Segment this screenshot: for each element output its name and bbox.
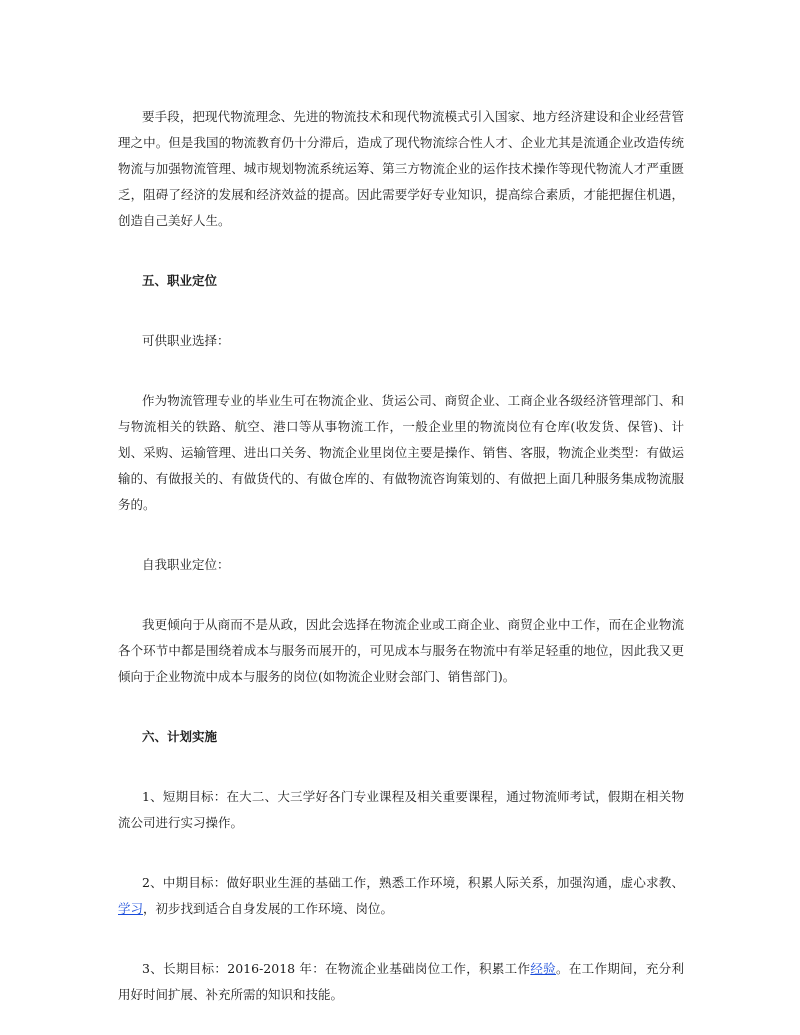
mid-term-text-start: 2、中期目标：做好职业生涯的基础工作，熟悉工作环境，积累人际关系，加强沟通，虚心求教、 [142,875,684,890]
label-career-options: 可供职业选择： [142,333,230,348]
section-heading-career-positioning: 五、职业定位 [142,273,218,288]
mid-term-goal-paragraph [118,870,684,922]
mid-term-text-end: ，初步找到适合自身发展的工作环境、岗位。 [143,901,394,916]
long-term-text-start: 3、长期目标：2016-2018 年：在物流企业基础岗位工作，积累工作 [142,961,531,976]
intro-paragraph: 要手段，把现代物流理念、先进的物流技术和现代物流模式引入国家、地方经济建设和企业经营管理之中。但是我国的物流教育仍十分滞后，造成了现代物流综合性人才、企业尤其是流通企业改造传统物流与加强物流管理、城市规划物流系统运筹、第三方物流企业的运作技术操作等现代物流人才严重匮乏，阻碍了经济的发展和经济效益的提高。因此需要学好专业知识，提高综合素质，才能把握住机遇，创造自己美好人生。 [118,109,684,228]
long-term-text-end: 。在工作期间，充分利用好时间扩展、补充所需的知识和技能。 [118,961,684,1002]
long-term-goal-paragraph [118,956,684,1008]
career-options-paragraph: 作为物流管理专业的毕业生可在物流企业、货运公司、商贸企业、工商企业各级经济管理部门、和与物流相关的铁路、航空、港口等从事物流工作，一般企业里的物流岗位有仓库(收发货、保管)、计划、采购、运输管理、进出口关务、物流企业里岗位主要是操作、销售、客服，物流企业类型：有做运输的、有做报关的、有做货代的、有做仓库的、有做物流咨询策划的、有做把上面几种服务集成物流服务的。 [118,393,684,512]
short-term-goal-paragraph: 1、短期目标：在大二、大三学好各门专业课程及相关重要课程，通过物流师考试，假期在相关物流公司进行实习操作。 [118,789,684,830]
study-link[interactable]: 学习 [118,901,144,916]
label-self-positioning: 自我职业定位： [142,557,230,572]
experience-link[interactable]: 经验 [530,961,557,976]
section-heading-plan-implementation: 六、计划实施 [142,729,218,744]
document-page [118,104,684,1008]
self-positioning-paragraph: 我更倾向于从商而不是从政，因此会选择在物流企业或工商企业、商贸企业中工作，而在企业物流各个环节中都是围绕着成本与服务而展开的，可见成本与服务在物流中有举足轻重的地位，因此我又更倾向于企业物流中成本与服务的岗位(如物流企业财会部门、销售部门)。 [118,617,684,684]
